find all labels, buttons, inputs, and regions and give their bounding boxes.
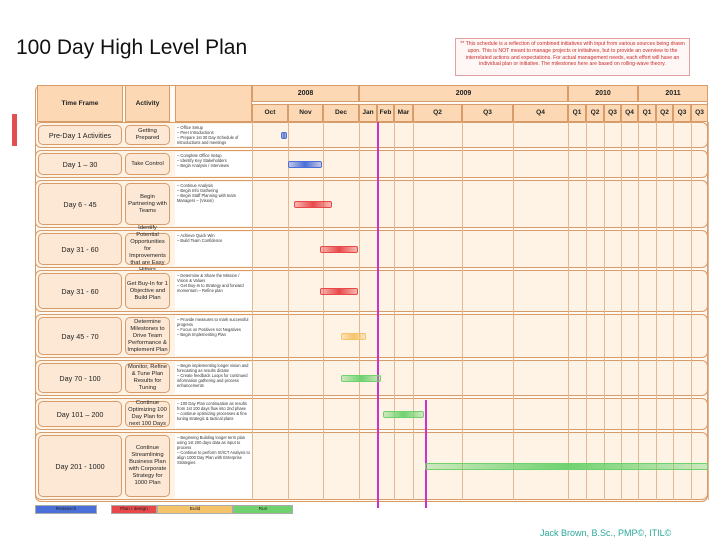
legend-item: Build — [157, 505, 233, 514]
timeframe-cell: Day 101 – 200 — [38, 401, 122, 427]
header-description — [175, 85, 252, 122]
period-header: Feb — [377, 104, 394, 122]
grid-line — [638, 122, 639, 500]
activity-cell: Potential Opportunities for Improvements that are Easy — [125, 233, 170, 265]
description-cell: – Provide measures to mark successful progress – Focus on Positives not Negatives – Begin Implementing Plan — [175, 316, 252, 356]
grid-line — [604, 122, 605, 500]
author-credit: Jack Brown, B.Sc., PMP©, ITIL© — [540, 528, 672, 538]
activity-cell: Begin Partnering with Teams — [125, 183, 170, 225]
description-cell: – Beginning Building longer term plan using 1st 200 days data as input to process – Continue to perform IS/ICT Analysis to align 1000 Day Plan with Enterprise Strategies — [175, 434, 252, 498]
description-cell: – Achieve Quick Win – Build Team Confidence — [175, 232, 252, 266]
grid-line — [656, 122, 657, 500]
year-header: 2010 — [568, 85, 638, 102]
activity-cell: Continue Optimizing 100 Day Plan for next 100 Days — [125, 401, 170, 427]
grid-line — [323, 122, 324, 500]
period-header: Q4 — [513, 104, 568, 122]
year-header: 2011 — [638, 85, 708, 102]
grid-line — [708, 122, 709, 500]
grid-line — [462, 122, 463, 500]
period-header: Q3 — [462, 104, 513, 122]
disclaimer-note: ** This schedule is a reflection of combined initiatives with input from various sources being drawn upon. This is NOT meant to manage projects or initiatives, but to provide an overview to the interrelated actions and expectations. For actual management needs, each effort will have an individual plan or initiative. The milestones here are based on rolling-wave theory. — [455, 38, 690, 76]
description-cell: – 100 Day Plan continuation as results from 1st 100 days flow into 2nd phase – continue optimizing processes & fine tuning strategic & tactical plans — [175, 400, 252, 428]
grid-line — [413, 122, 414, 500]
description-cell: – Complete Office Setup – Identify Key Stakeholders – Begin Analysis / Interviews — [175, 152, 252, 176]
page-title: 100 Day High Level Plan — [16, 36, 248, 59]
period-header: Mar — [394, 104, 413, 122]
activity-cell: Monitor, Refine & Tune Plan Results for Tuning — [125, 363, 170, 393]
grid-line — [359, 122, 360, 500]
description-cell: – Determine & Share the Mission / Vision & Values – Get Buy-In to Strategy and forward momentum – Refine plan — [175, 272, 252, 310]
grid-line — [513, 122, 514, 500]
activity-cell: Get Buy-In for 1 Objective and Build Plan — [125, 273, 170, 309]
description-cell: – Begin implementing longer vision and forecasting as results dictate – Create feedback Loops for continued information gathering and process enhancements — [175, 362, 252, 394]
milestone-marker — [377, 122, 379, 508]
grid-line — [586, 122, 587, 500]
timeframe-cell: Day 201 - 1000 — [38, 435, 122, 497]
activity-cell: Determine Milestones to Drive Team Performance & Implement Plan — [125, 317, 170, 355]
timeframe-cell: Pre-Day 1 Activities — [38, 125, 122, 145]
gantt-bar — [281, 132, 287, 139]
gantt-bar — [320, 288, 358, 295]
timeframe-cell: Day 31 - 60 — [38, 233, 122, 265]
grid-line — [568, 122, 569, 500]
gantt-bar — [341, 333, 366, 340]
period-header: Jan — [359, 104, 377, 122]
header-activity: Activity — [125, 85, 170, 122]
gantt-bar — [320, 246, 358, 253]
period-header: Q2 — [586, 104, 604, 122]
timeframe-cell: Day 45 - 70 — [38, 317, 122, 355]
period-header: Q1 — [568, 104, 586, 122]
header-timeframe: Time Frame — [37, 85, 123, 122]
period-header: Q4 — [621, 104, 638, 122]
grid-line — [673, 122, 674, 500]
timeframe-cell: Day 1 – 30 — [38, 153, 122, 175]
period-header: Oct — [252, 104, 288, 122]
gantt-bar — [341, 375, 381, 382]
grid-line — [252, 122, 253, 500]
legend-item: Plan / design — [111, 505, 157, 514]
timeframe-cell: Day 6 - 45 — [38, 183, 122, 225]
gantt-bar — [425, 463, 708, 470]
period-header: Q3 — [673, 104, 691, 122]
legend-item: Run — [233, 505, 293, 514]
period-header: Nov — [288, 104, 323, 122]
year-header: 2008 — [252, 85, 359, 102]
gantt-bar — [294, 201, 332, 208]
grid-line — [621, 122, 622, 500]
milestone-marker — [425, 400, 427, 508]
description-cell: – Continue Analysis – Begin Info Gathering – Begin Staff Planning with team Managers – (Vision) — [175, 182, 252, 226]
gantt-bar — [288, 161, 322, 168]
timeframe-cell: Day 31 - 60 — [38, 273, 122, 309]
period-header: Q3 — [604, 104, 621, 122]
period-header: Q2 — [656, 104, 673, 122]
activity-cell: Continue Streamlining Business Plan with Corporate Strategy for 1000 Plan — [125, 435, 170, 497]
gantt-bar — [383, 411, 424, 418]
year-header: 2009 — [359, 85, 568, 102]
activity-cell: Take Control — [125, 153, 170, 175]
period-header: Dec — [323, 104, 359, 122]
activity-cell: Getting Prepared — [125, 125, 170, 145]
grid-line — [288, 122, 289, 500]
period-header: Q3 — [691, 104, 708, 122]
legend-item: Research — [35, 505, 97, 514]
timeframe-cell: Day 70 - 100 — [38, 363, 122, 393]
period-header: Q2 — [413, 104, 462, 122]
grid-line — [691, 122, 692, 500]
grid-line — [394, 122, 395, 500]
description-cell: – Office Setup – Peer Introductions – Prepare 1st 30 Day Schedule of Introductions and meetings — [175, 124, 252, 146]
period-header: Q1 — [638, 104, 656, 122]
